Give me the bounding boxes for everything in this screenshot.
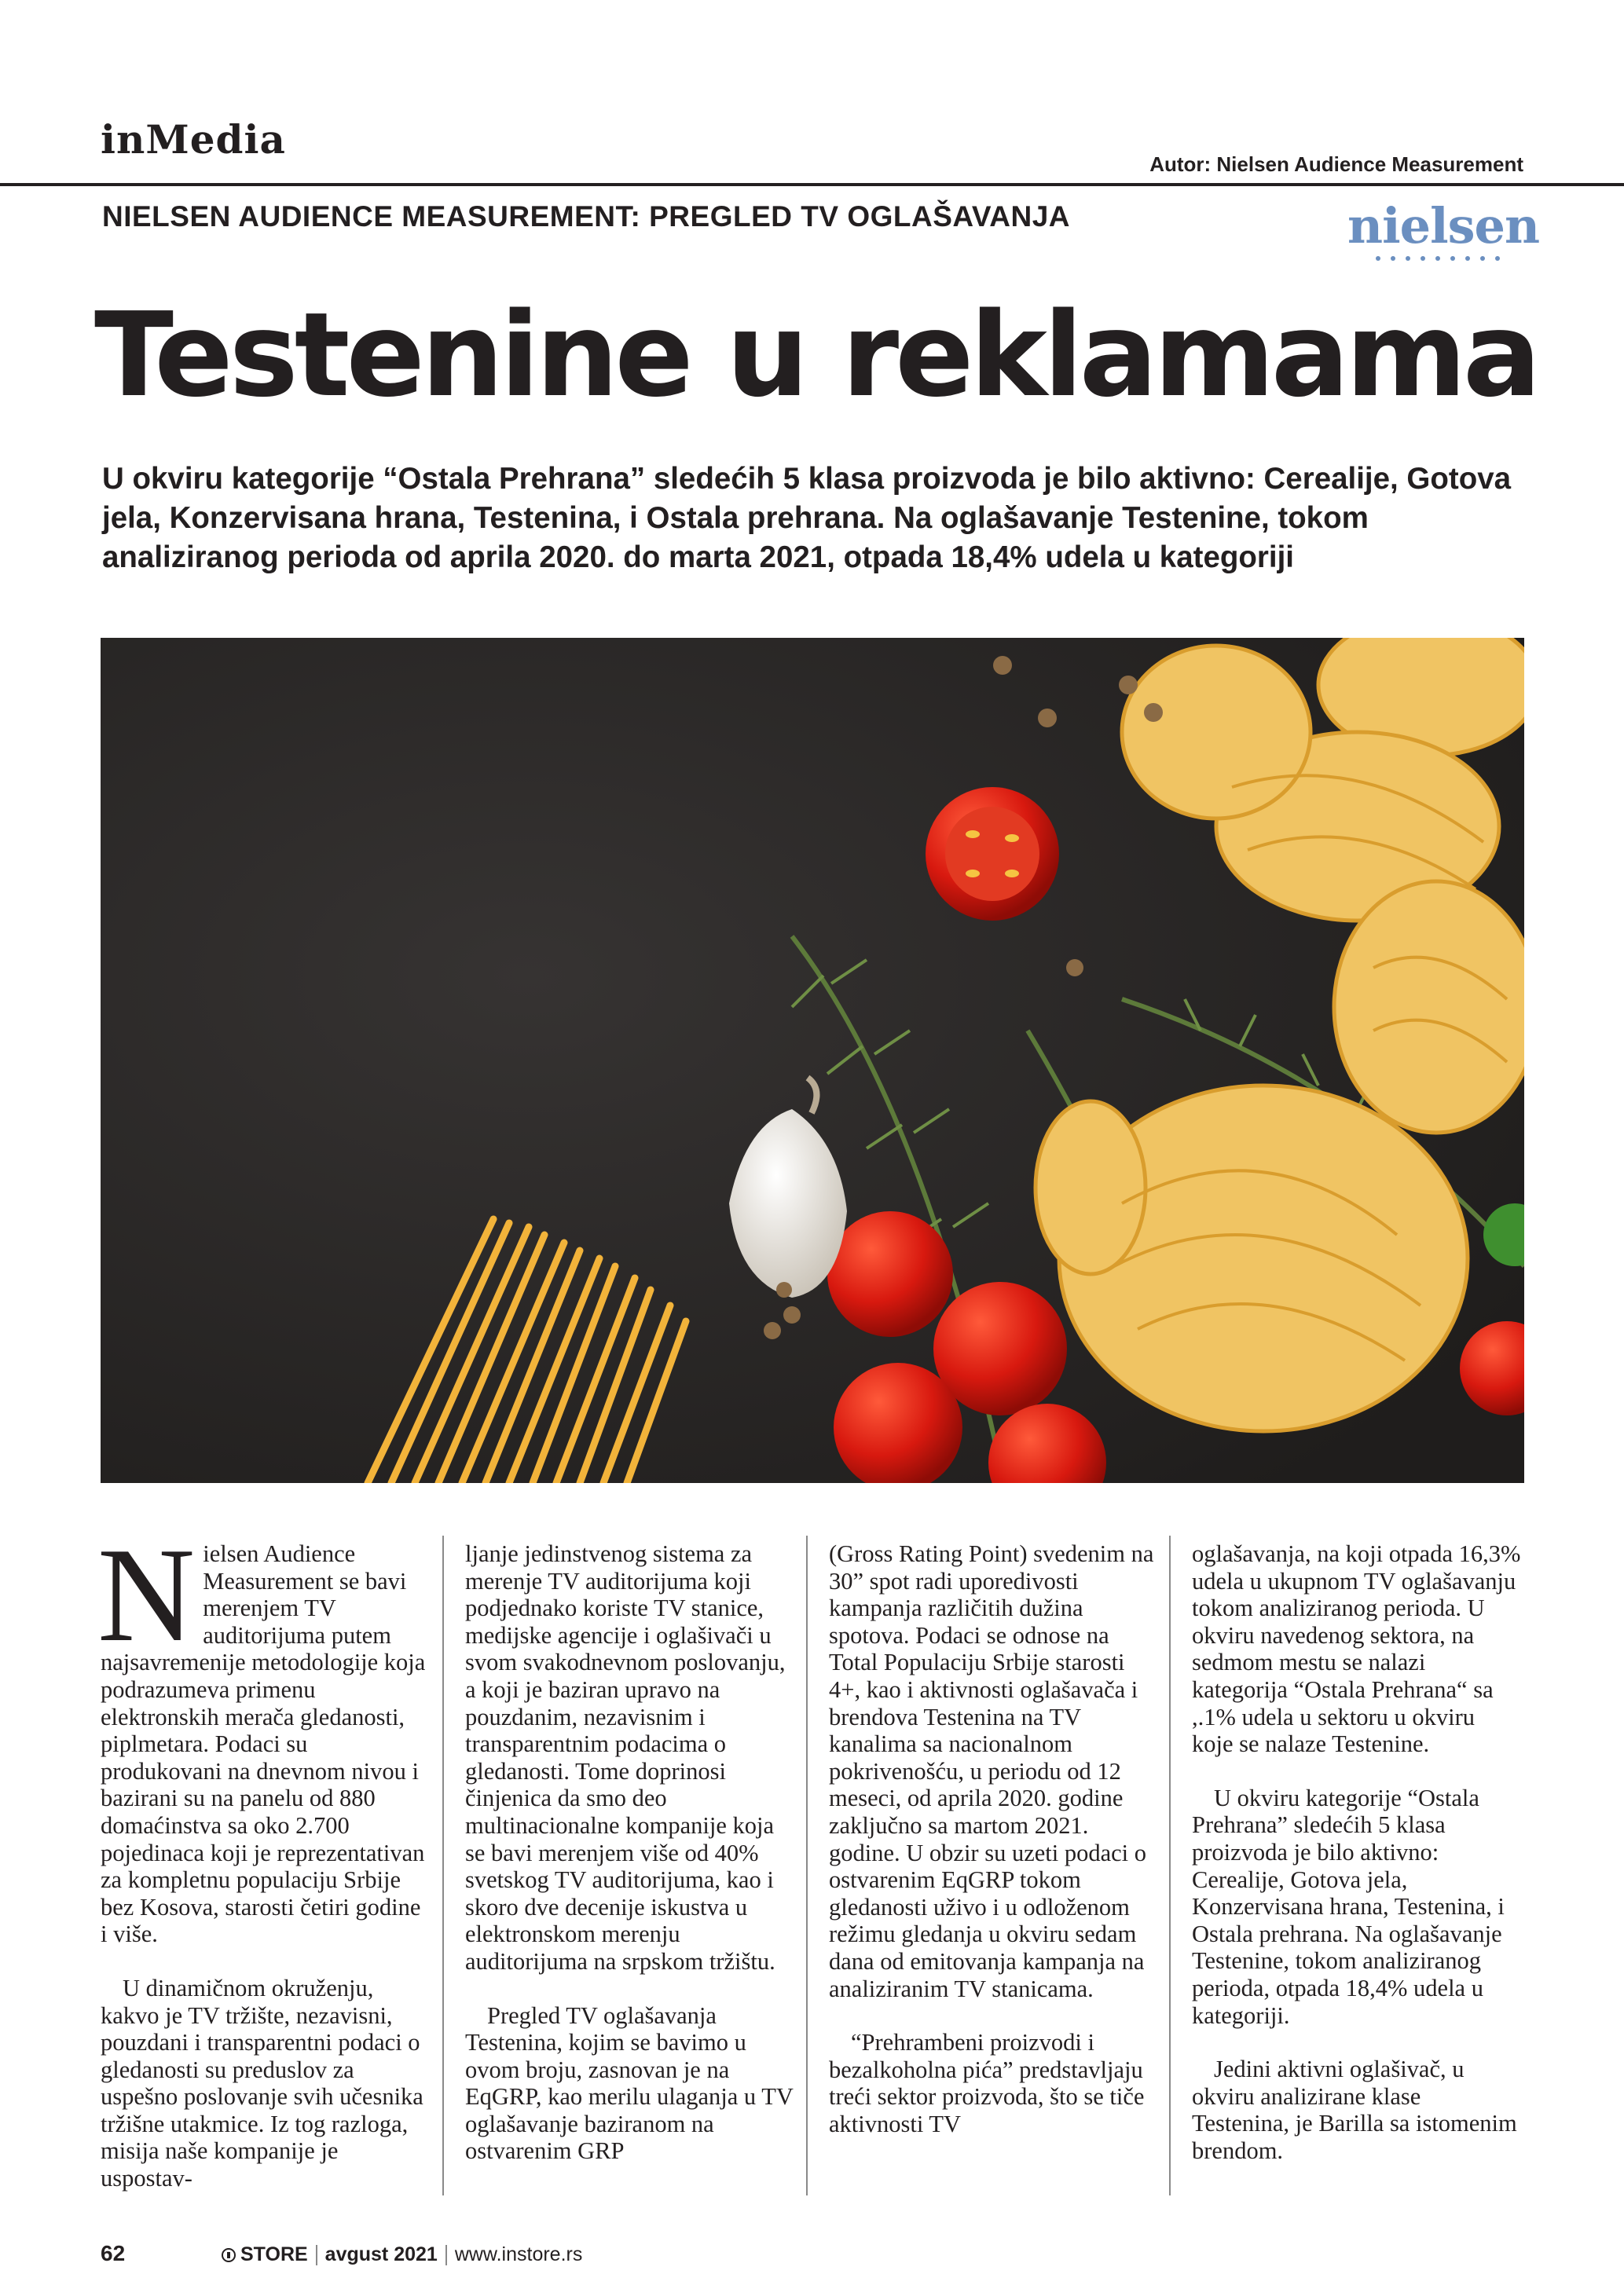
body-column-4: [1192, 1540, 1522, 2164]
logo-dots: [1347, 256, 1528, 261]
body-column-3: [829, 1540, 1159, 2137]
body-column-2: [465, 1540, 795, 2165]
brand-name: STORE: [240, 2243, 308, 2265]
paragraph: Pregled TV oglašavanja Testenina, kojim se bavimo u ovom broju, zasnovan je na EqGRP, kao merilu ulaganja u TV oglašavanje baziranom na ostvarenim GRP: [465, 2001, 794, 2165]
column-divider: [806, 1536, 808, 2195]
column-divider: [442, 1536, 444, 2195]
paragraph: U dinamičnom okruženju, kakvo je TV tržište, nezavisni, pouzdani i transparentni podaci o gledanosti su preduslov za uspešno poslovanje svih učesnika tržišne utakmice. Iz tog razloga, misija naše kompanije je uspostav-: [101, 1974, 423, 2192]
store-logo-icon: [222, 2248, 236, 2262]
paragraph: oglašavanja, na koji otpada 16,3% udela u ukupnom TV oglašavanju tokom analiziranog perioda. U okviru navedenog sektora, na sedmom mestu se nalazi kategorija “Ostala Prehrana“ sa ,.1% udela u sektoru u okviru koje se nalaze Testenine.: [1192, 1540, 1521, 1758]
section-label: inMedia: [101, 116, 286, 163]
logo-wordmark: nielsen: [1347, 197, 1540, 255]
store-brand: [222, 2243, 308, 2266]
article-lead: U okviru kategorije “Ostala Prehrana” sledećih 5 klasa proizvoda je bilo aktivno: Cerealije, Gotova jela, Konzervisana hrana, Testenina, i Ostala prehrana. Na oglašavanje Testenine, tokom analiziranog perioda od aprila 2020. do marta 2021, otpada 18,4% udela u kategoriji: [102, 462, 1512, 574]
header-rule: [0, 183, 1624, 186]
website-link[interactable]: www.instore.rs: [454, 2243, 583, 2265]
pasta-photo: [101, 638, 1524, 1483]
column-divider: [1169, 1536, 1171, 2195]
paragraph: ljanje jedinstvenog sistema za merenje TV auditorijuma koji podjednako koriste TV stanice, medijske agencije i oglašivači u svom svakodnevnom poslovanju, a koji je baziran upravo na pouzdanim, nezavisnim i transparentnim podacima o gledanosti. Tome doprinosi činjenica da smo deo multinacionalne kompanije koja se bavi merenjem više od 40% svetskog TV auditorijuma, kao i skoro dve decenije iskustva u elektronskom merenju auditorijuma na srpskom tržištu.: [465, 1540, 786, 1975]
paragraph: “Prehrambeni proizvodi i bezalkoholna pića” predstavljaju treći sektor proizvoda, što se tiče aktivnosti TV: [829, 2029, 1145, 2137]
paragraph-text: ielsen Audience Measurement se bavi merenjem TV auditorijuma putem najsavremenije metodologije koja podrazumeva primenu elektronskih merača gledanosti, piplmetara. Podaci su produkovani na dnevnom nivou i bazirani su na panelu od 880 domaćinstva sa oko 2.700 pojedinaca koji je reprezentativan za kompletnu populaciju Srbije bez Kosova, starosti četiri godine i više.: [101, 1540, 426, 1948]
nielsen-logo: [1347, 197, 1540, 265]
page-number: 62: [101, 2241, 126, 2265]
paragraph: (Gross Rating Point) svedenim na 30” spot radi uporedivosti kampanja različitih dužina spotova. Podaci se odnose na Total Populaciju Srbije starosti 4+, kao i aktivnosti oglašavača i brendova Testenina na TV kanalima sa nacionalnom pokrivenošću, u periodu od 12 meseci, od aprila 2020. godine zaključno sa martom 2021. godine. U obzir su uzeti podaci o ostvarenim EqGRP tokom gledanosti uživo i u odloženom režimu gledanja u okviru sedam dana od emitovanja kampanja na analiziranim TV stanicama.: [829, 1540, 1154, 2002]
footer-separator: [316, 2245, 317, 2265]
article-title: Testenine u reklamama: [94, 287, 1538, 423]
footer: [222, 2243, 582, 2266]
dropcap: N: [97, 1521, 196, 1670]
paragraph: U okviru kategorije “Ostala Prehrana” sledećih 5 klasa proizvoda je bilo aktivno: Cerealije, Gotova jela, Konzervisana hrana, Testenina, i Ostala prehrana. Na oglašavanje Testenine, tokom analiziranog perioda, otpada 18,4% udela u kategoriji.: [1192, 1784, 1505, 2029]
paragraph: [97, 1521, 431, 1948]
paragraph: Jedini aktivni oglašivač, u okviru analizirane klase Testenina, je Barilla sa istomenim brendom.: [1192, 2056, 1517, 2164]
footer-separator: [445, 2245, 447, 2265]
body-column-1: [97, 1521, 431, 2192]
issue-date: avgust 2021: [324, 2243, 438, 2265]
kicker: NIELSEN AUDIENCE MEASUREMENT: PREGLED TV OGLAŠAVANJA: [102, 200, 1071, 233]
author-credit: Autor: Nielsen Audience Measurement: [1149, 152, 1523, 176]
